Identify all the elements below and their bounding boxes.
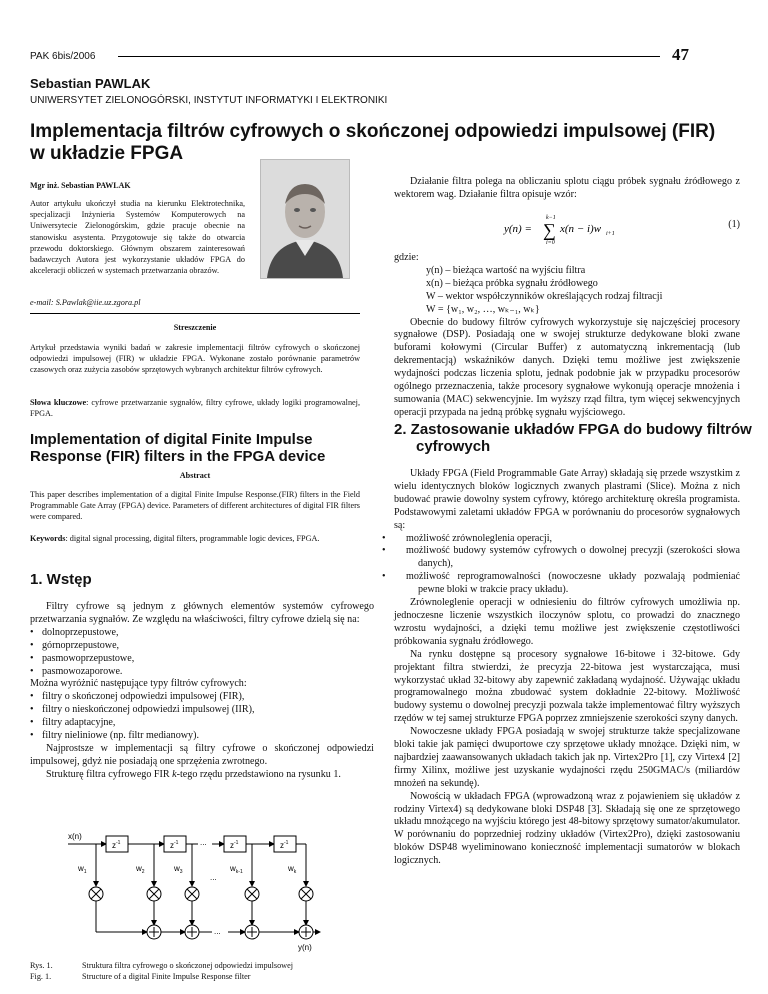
- list-item: • filtry adaptacyjne,: [30, 717, 374, 730]
- section-2-p1: Układy FPGA (Field Programmable Gate Array) składają się przede wszystkim z wielu identycznych bloków logicznych zwanych plastrami (Slice). Można z nich budować prawie dowolny system cyfrowy, którego architekturę określa programista. Podstawowymi zaletami układów FPGA w porównaniu do procesorów sygnałowych są:: [394, 468, 740, 531]
- section-2-heading: 2. Zastosowanie układów FPGA do budowy filtrów cyfrowych: [394, 421, 752, 455]
- streszczenie-keywords: [30, 397, 360, 419]
- streszczenie-heading: Streszczenie: [173, 323, 217, 332]
- dsp-paragraph: Obecnie do budowy filtrów cyfrowych wykorzystuje się najczęściej procesory sygnałowe (DSP). Posiadają one w swojej strukturze dedykowane bloki zwane buforami kołowymi (Circular Buffer) z automatyczną inkrementacją (lub dekrementacją) wskaźników danych. Dzięki temu możliwe jest zwiększenie wydajności podczas liczenia splotu, jednak podobnie jak w przypadku procesorów ogólnego przeznaczenia, także procesory sygnałowe wykonują operacje mnożenia i sumowania (MAC) sekwencyjnie. Im wyższy rząd filtra, tym więcej sekwencyjnych operacji przypada na jedną próbkę sygnału wyjściowego.: [394, 316, 740, 418]
- section-2-p5: Nowością w układach FPGA (wprowadzoną wraz z pojawieniem się układów z rodziny Virtex4) są dedykowane bloki DSP48 [3]. Składają się one ze sprzętowego układu mnożącego na wyjściu którego jest 48-bitowy sprzętowy sumator/akumulator. W porównaniu do poprzedniej rodziny układów (Virtex2Pro), dzięki zastosowaniu bloków DSP48 wyeliminowano konieczność implementacji sumatorów w blokach logicznych.: [394, 790, 740, 867]
- author-portrait-icon: [261, 160, 349, 278]
- equation-1: [500, 210, 740, 246]
- bio-divider: [30, 313, 360, 314]
- bio-name: Mgr inż. Sebastian PAWLAK: [30, 181, 131, 190]
- section-1-p2: Można wyróżnić następujące typy filtrów cyfrowych:: [30, 678, 247, 690]
- author-affiliation: UNIWERSYTET ZIELONOGÓRSKI, INSTYTUT INFORMATYKI I ELEKTRONIKI: [30, 95, 388, 106]
- author-name: Sebastian PAWLAK: [30, 76, 151, 91]
- filter-property-list: [30, 627, 374, 679]
- weight-label: $w_2$: [136, 864, 145, 875]
- section-2-p3: Na rynku dostępne są procesory sygnałowe 16-bitowe i 32-bitowe. Gdy projektant filtra stwierdzi, że precyzja 22-bitowa jest wystarczająca, musi wykorzystać układ 32-bitowy aby zapewnić zakładaną wydajność. Używając układu programowalnego można zbudować system dokładnie 22-bitowy. Możliwość budowy systemu o dowolnej precyzji pozwala także implementować filtry wyższych rzędów w tej samej strukturze FPGA poprzez zmniejszenie szerokości szyny danych.: [394, 648, 740, 725]
- caption-pl-row: [30, 960, 370, 971]
- english-title: Implementation of digital Finite Impulse Response (FIR) filters in the FPGA device: [30, 431, 326, 465]
- svg-text:∑: ∑: [543, 220, 556, 240]
- header-rule: [118, 56, 660, 57]
- page-number: 47: [672, 45, 689, 64]
- p4-k: k: [172, 768, 177, 780]
- keywords-pl: : cyfrowe przetwarzanie sygnałów, filtry cyfrowe, układy logiki programowalnej, FPGA.: [30, 398, 360, 419]
- convolution-equation: [500, 210, 660, 246]
- right-intro: Działanie filtra polega na obliczaniu splotu ciągu próbek sygnału źródłowego z wektorem wag. Działanie filtra opisuje wzór:: [394, 176, 740, 200]
- definition-item: x(n) – bieżąca próbka sygnału źródłowego: [426, 277, 598, 289]
- filter-type-list: [30, 691, 374, 743]
- weight-label: $w_k$: [288, 864, 297, 875]
- delay-label: $z^{-1}$: [112, 840, 121, 850]
- fir-structure-diagram: [62, 828, 322, 956]
- caption-en: Structure of a digital Finite Impulse Response filter: [82, 972, 251, 982]
- section-1-p1: Filtry cyfrowe są jednym z głównych elementów systemów cyfrowego przetwarzania sygnałów. Ze względu na właściwości, filtry cyfrowe dzielą się na:: [30, 601, 374, 625]
- abstract-text: This paper describes implementation of a digital Finite Impulse Response.(FIR) filters in the Field Programmable Gate Array (FPGA) device. Parameters of different architectures of digital FIR filters were compared.: [30, 490, 360, 522]
- svg-text:x(n − i)w: x(n − i)w: [560, 223, 602, 235]
- section-2-body: [394, 468, 740, 868]
- definition-item: y(n) – bieżąca wartość na wyjściu filtra: [426, 264, 586, 276]
- keywords-label-pl: Słowa kluczowe: [30, 398, 87, 407]
- multiplier-group: [89, 887, 313, 901]
- section-1-body: [30, 601, 374, 782]
- weight-label: $w_{k-1}$: [230, 864, 243, 875]
- list-item: • dolnoprzepustowe,: [30, 627, 374, 640]
- section-1-heading: 1. Wstęp: [30, 571, 92, 588]
- author-photo: [260, 159, 350, 279]
- definition-list: [394, 265, 740, 317]
- caption-pl: Struktura filtra cyfrowego o skończonej odpowiedzi impulsowej: [82, 961, 294, 970]
- gdzie-label: gdzie:: [394, 252, 419, 263]
- output-label: y(n): [298, 943, 312, 952]
- input-label: x(n): [68, 832, 82, 841]
- definition-item: W – wektor współczynników określających rodzaj filtracji: [426, 290, 663, 302]
- caption-en-label: Fig. 1.: [30, 972, 52, 982]
- section-2-p2: Zrównoleglenie operacji w odniesieniu do filtrów cyfrowych umożliwia np. jednoczesne liczenie wszystkich iloczynów splotu, co prowadzi do znacznego wzrostu wydajności, a dzięki temu możliwe jest zwiększenie częstotliwości próbkowania sygnału źródłowego.: [394, 597, 740, 647]
- p4-text-a: Strukturę filtra cyfrowego FIR: [46, 768, 173, 780]
- list-item: • pasmowoprzepustowe,: [30, 653, 374, 666]
- streszczenie-text: Artykuł przedstawia wyniki badań w zakresie implementacji filtrów cyfrowych o skończonej odpowiedzi impulsowej (FIR) w układzie FPGA. Wykonane zostało porównanie parametrów czasowych oraz zużycia zasobów sprzętowych wybranych architektur filtrów cyfrowych.: [30, 343, 360, 375]
- definition-item: W = {w₁, w₂, …, wₖ₋₁, wₖ}: [426, 303, 540, 315]
- right-defs: [394, 252, 740, 420]
- section-1-p4: [30, 769, 374, 782]
- keywords-label-en: Keywords: [30, 534, 66, 543]
- bio-text: Autor artykułu ukończył studia na kierunku Elektrotechnika, specjalizacji Inżynieria Systemów Komputerowych na Uniwersytecie Zielonogórskim, gdzie pracuje obecnie na stanowisku asystenta. Przygotowuje się także do otwarcia przewodu doktorskiego. Głównym obszarem zainteresowań badawczych Autora jest wykorzystanie układów FPGA do akceleracji obliczeń w systemach przetwarzania obrazów.: [30, 199, 245, 276]
- weight-label: $w_1$: [78, 864, 87, 875]
- p4-text-b: -tego rzędu przedstawiono na rysunku 1.: [176, 768, 341, 780]
- paper-title: Implementacja filtrów cyfrowych o skończonej odpowiedzi impulsowej (FIR) w układzie FPGA: [30, 121, 716, 164]
- list-item: • pasmowozaporowe.: [30, 666, 374, 679]
- svg-text:i+1: i+1: [606, 231, 615, 237]
- weight-label: $w_3$: [174, 864, 183, 875]
- ellipsis-top: ...: [200, 838, 207, 847]
- list-item: • możliwość zrównoleglenia operacji,: [394, 533, 740, 546]
- ellipsis-bottom: ...: [214, 927, 221, 936]
- section-1-p3: Najprostsze w implementacji są filtry cyfrowe o skończonej odpowiedzi impulsowej, gdyż nie posiadają one sprzężenia zwrotnego.: [30, 742, 374, 767]
- keywords-en: : digital signal processing, digital filters, programmable logic devices, FPGA.: [65, 534, 320, 543]
- equation-number: (1): [728, 219, 740, 230]
- section-2-p4: Nowoczesne układy FPGA posiadają w swojej strukturze także specjalizowane bloki takie jak pamięci dwuportowe czy sprzętowe układy mnożące. Dzięki nim, w najbardziej zaawansowanych układach takich jak np. Virtex2Pro [1], czy Virtex4 [2] firmy Xilinx, możliwe jest uzyskanie wydajności rzędu 250GMAC/s (miliardów mnożeń na sekundę).: [394, 726, 740, 789]
- caption-pl-label: Rys. 1.: [30, 961, 53, 970]
- ellipsis-mid: ...: [210, 873, 217, 882]
- delay-label: $z^{-1}$: [280, 840, 289, 850]
- list-item: • filtry o nieskończonej odpowiedzi impulsowej (IIR),: [30, 704, 374, 717]
- svg-text:k−1: k−1: [546, 215, 556, 221]
- list-item: • górnoprzepustowe,: [30, 640, 374, 653]
- list-item: • filtry nieliniowe (np. filtr medianowy).: [30, 730, 374, 743]
- abstract-heading: Abstract: [179, 471, 211, 480]
- fpga-advantages-list: [394, 533, 740, 598]
- svg-text:y(n) =: y(n) =: [504, 223, 532, 235]
- abstract-keywords: [30, 533, 360, 544]
- delay-label: $z^{-1}$: [230, 840, 239, 850]
- list-item: • możliwość budowy systemów cyfrowych o dowolnej precyzji (szerokości słowa danych),: [394, 545, 740, 571]
- delay-label: $z^{-1}$: [170, 840, 179, 850]
- list-item: • filtry o skończonej odpowiedzi impulsowej (FIR),: [30, 691, 374, 704]
- figure-caption: [30, 960, 370, 982]
- caption-en-row: [30, 971, 370, 982]
- svg-text:i=0: i=0: [546, 240, 555, 246]
- list-item: • możliwość reprogramowalności (nowoczesne układy pozwalają podmieniać pewne bloki w trakcie pracy układu).: [394, 571, 740, 597]
- journal-header: PAK 6bis/2006: [30, 51, 96, 62]
- author-email: e-mail: S.Pawlak@iie.uz.zgora.pl: [30, 298, 141, 307]
